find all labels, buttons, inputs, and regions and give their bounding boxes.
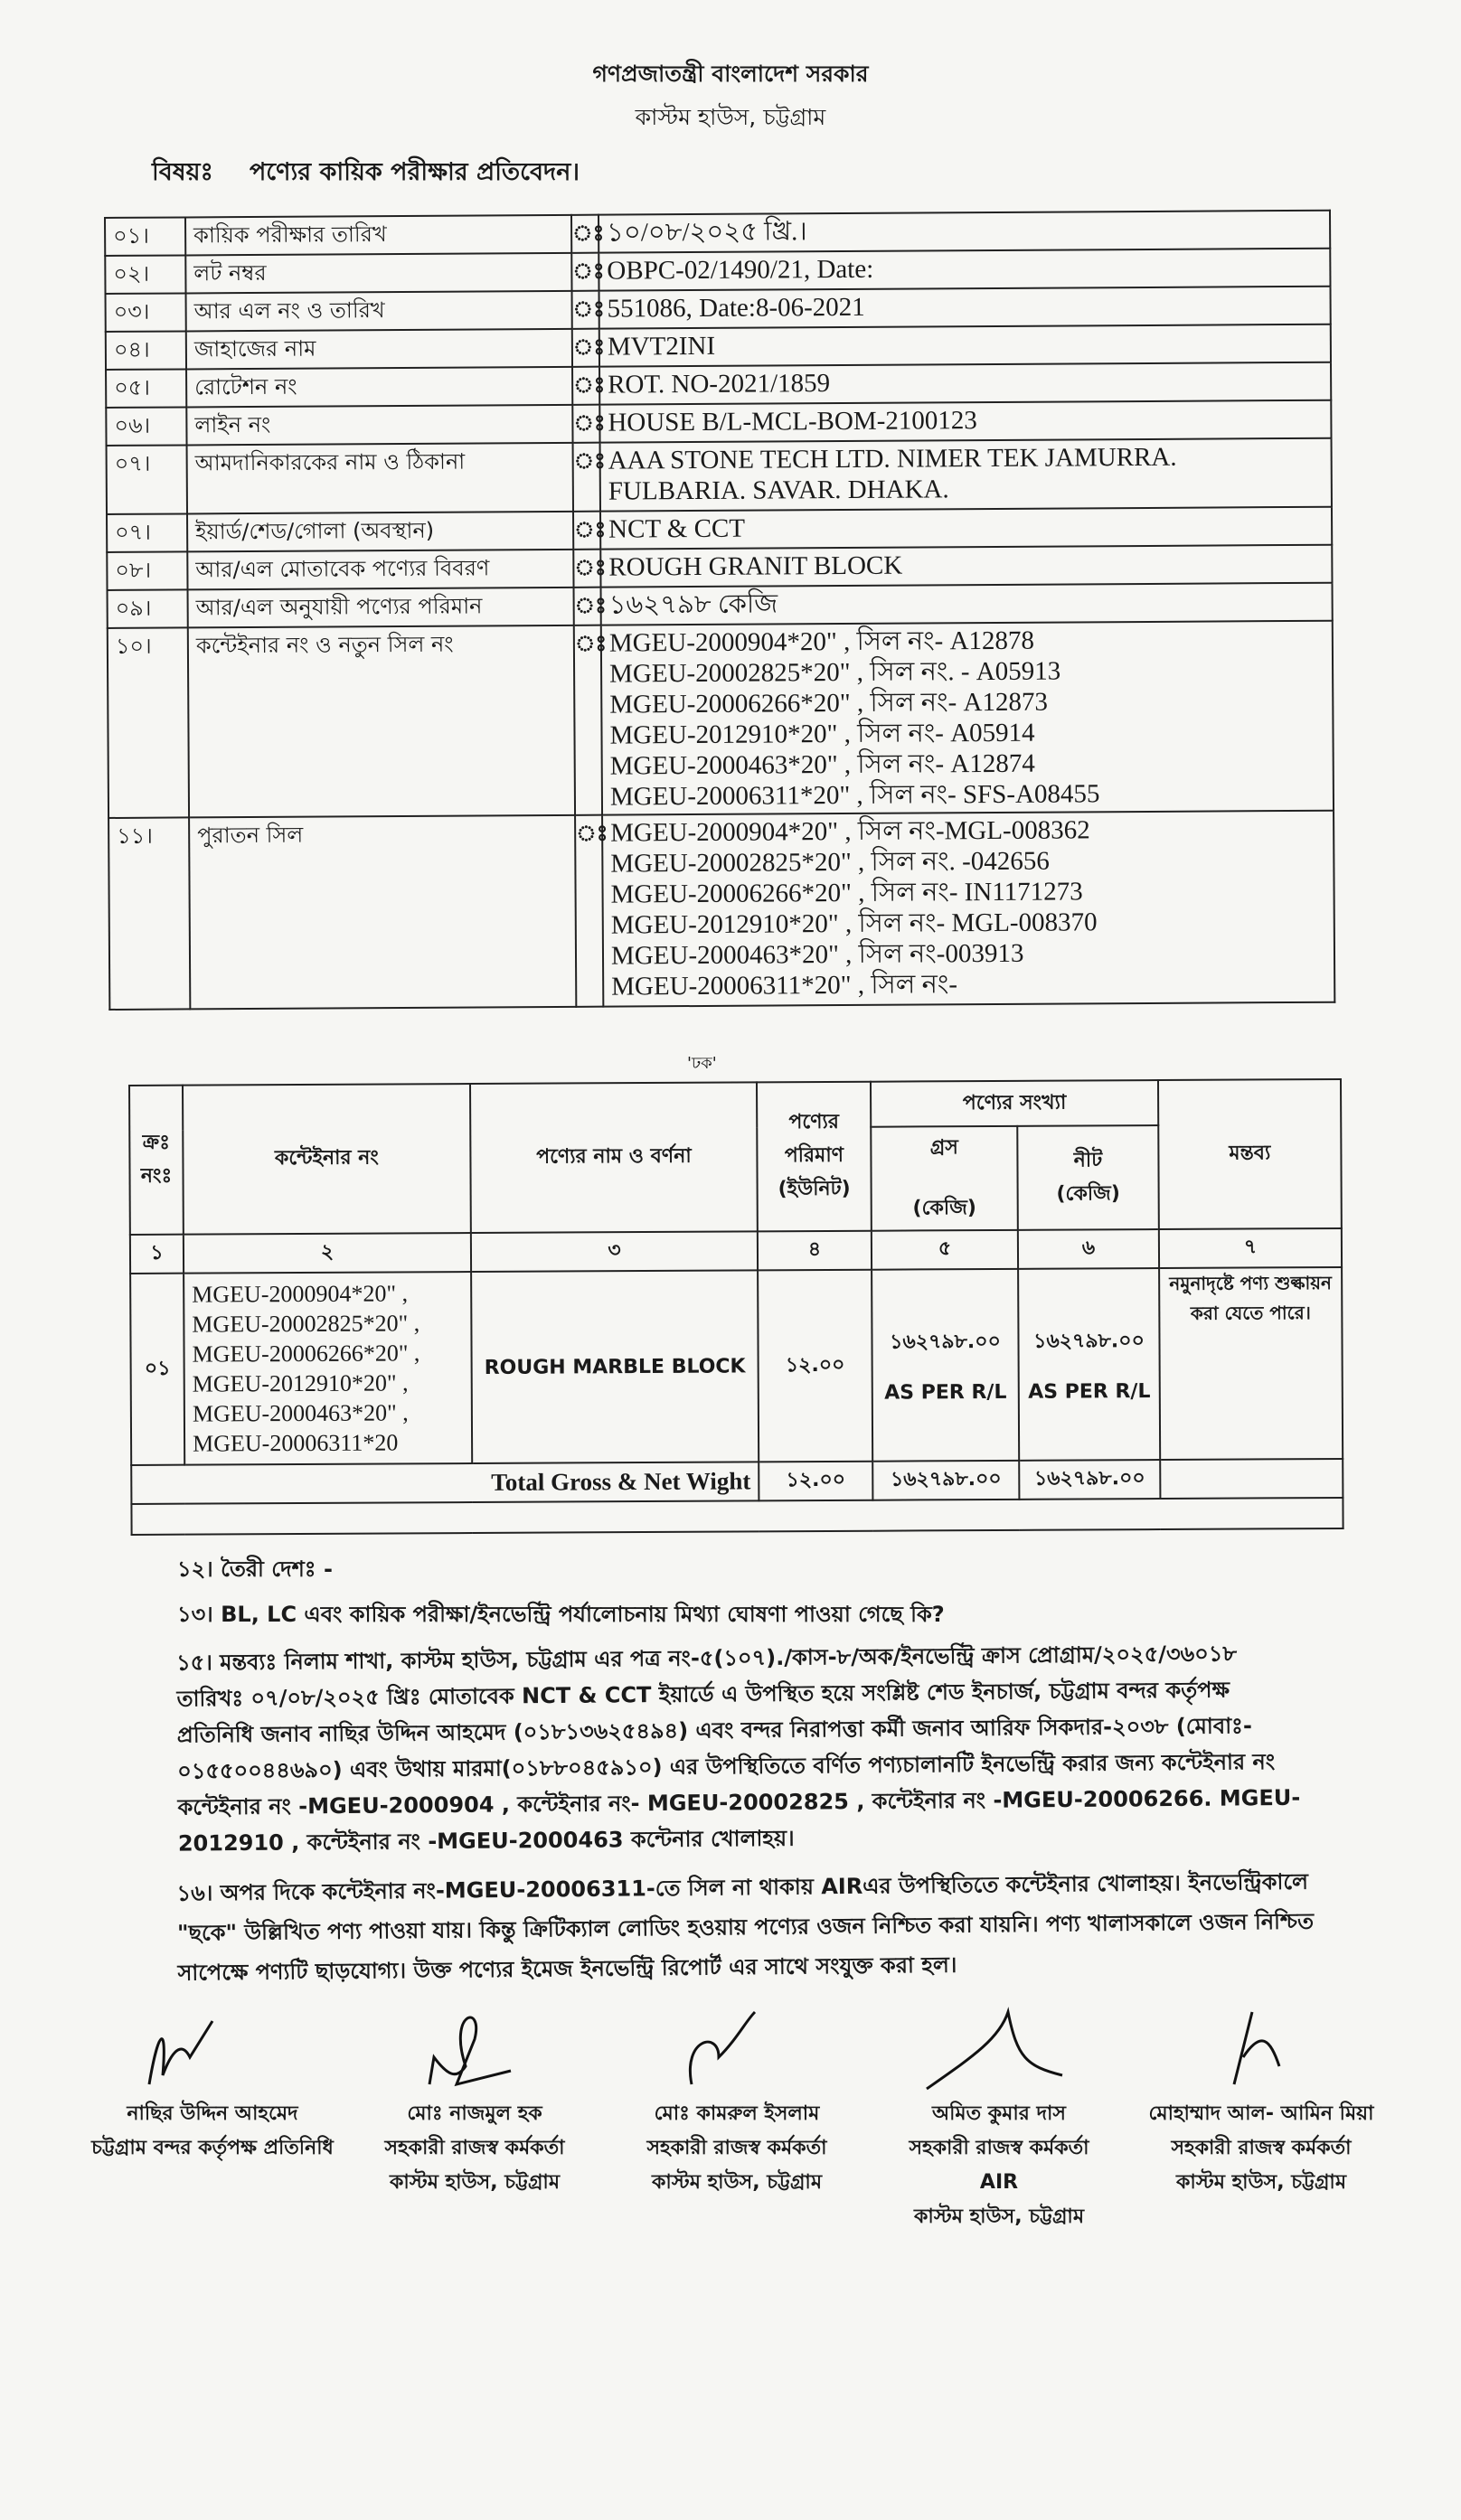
row-goods-name: ROUGH MARBLE BLOCK (471, 1270, 759, 1463)
row-label: আর/এল অনুযায়ী পণ্যের পরিমান (188, 588, 574, 628)
column-number: ২ (184, 1233, 471, 1274)
row-label: আর/এল মোতাবেক পণ্যের বিবরণ (187, 550, 573, 590)
row-number: ০৯। (108, 589, 188, 628)
table-row (130, 1267, 1343, 1465)
row-separator: ঃ (572, 367, 599, 405)
signature-block (81, 2003, 1392, 2234)
column-number: ৭ (1159, 1228, 1342, 1268)
signatory-designation: কাস্টম হাউস, চট্টগ্রাম (389, 2171, 561, 2194)
value-line: MGEU-20002825*20" , সিল নং. - A05913 (609, 656, 1061, 689)
subject-label: বিষয়ঃ (152, 158, 213, 186)
column-number: ১ (130, 1235, 184, 1274)
row-label: লট নম্বর (185, 253, 571, 294)
column-number: ৩ (471, 1231, 758, 1272)
header-goods-name: পণ্যের নাম ও বর্ণনা (470, 1082, 758, 1233)
row-value (599, 400, 1331, 443)
column-number: ৬ (1018, 1229, 1159, 1269)
gross-unit: (কেজি) (912, 1196, 976, 1219)
handwritten-signature (655, 2003, 818, 2093)
value-line: 551086, Date:8-06-2021 (607, 292, 865, 324)
signatory-designation: সহকারী রাজস্ব কর্মকর্তা (1171, 2137, 1352, 2159)
row-containers (184, 1272, 472, 1465)
value-line: NCT & CCT (608, 513, 746, 544)
total-gross: ১৬২৭৯৮.০০ (872, 1461, 1019, 1500)
row-gross (872, 1269, 1019, 1462)
total-row (131, 1459, 1343, 1504)
row-label: কায়িক পরীক্ষার তারিখ (185, 215, 571, 256)
value-line: ১৬২৭৯৮ কেজি (608, 589, 778, 620)
value-line: AAA STONE TECH LTD. NIMER TEK JAMURRA. (608, 442, 1177, 475)
row-serial: ০১ (130, 1274, 184, 1465)
header-net (1017, 1125, 1159, 1230)
value-line: FULBARIA. SAVAR. DHAKA. (608, 475, 949, 506)
container-line: MGEU-20006311*20 (193, 1429, 399, 1457)
container-line: MGEU-20006266*20" , (192, 1340, 420, 1368)
gross-note: AS PER R/L (884, 1380, 1007, 1405)
government-header: গণপ্রজাতন্ত্রী বাংলাদেশ সরকার (592, 61, 869, 87)
row-separator: ঃ (573, 512, 600, 550)
signatory-designation: সহকারী রাজস্ব কর্মকর্তা (909, 2137, 1089, 2159)
value-line: HOUSE B/L-MCL-BOM-2100123 (608, 406, 977, 437)
total-remarks-empty (1160, 1459, 1343, 1499)
total-label: Total Gross & Net Wight (131, 1462, 759, 1504)
row-separator: ঃ (572, 329, 599, 367)
subject-line (152, 154, 616, 194)
container-line: MGEU-20002825*20" , (192, 1310, 420, 1338)
container-line: MGEU-2000463*20" , (192, 1399, 409, 1427)
paragraph-12: ১২। তৈরী দেশঃ - (177, 1556, 333, 1582)
value-line: MGEU-2000904*20" , সিল নং- A12878 (608, 625, 1035, 658)
paragraph-line: কন্টেইনার নং -MGEU-2000904 , কন্টেইনার নং- MGEU-20002825 , কন্টেইনার নং -MGEU-20006266. MGEU- (177, 1784, 1301, 1820)
signatory (81, 2003, 344, 2234)
net-unit: (কেজি) (1056, 1181, 1120, 1206)
value-line: MGEU-20006311*20" , সিল নং- SFS-A08455 (609, 779, 1100, 812)
row-value (601, 621, 1334, 815)
signatory-name: মোঃ নাজমুল হক (407, 2102, 542, 2125)
row-number: ০৭। (107, 513, 187, 552)
value-line: MGEU-20006266*20" , সিল নং- IN1171273 (610, 877, 1083, 909)
row-value (600, 545, 1332, 588)
column-number: ৫ (872, 1230, 1018, 1270)
signatory-designation: সহকারী রাজস্ব কর্মকর্তা (646, 2137, 827, 2159)
row-number: ০৫। (106, 369, 186, 408)
row-number: ০৮। (107, 551, 187, 590)
paragraph-13: ১৩। BL, LC এবং কায়িক পরীক্ষা/ইনভেন্ট্রি পর্যালোচনায় মিথ্যা ঘোষণা পাওয়া গেছে কি? (177, 1602, 945, 1627)
row-label: আর এল নং ও তারিখ (186, 291, 572, 332)
row-value (599, 211, 1330, 253)
row-label: পুরাতন সিল (189, 815, 576, 1010)
row-number: ০৭। (107, 445, 187, 514)
signatory-designation: চট্টগ্রাম বন্দর কর্তৃপক্ষ প্রতিনিধি (91, 2137, 334, 2159)
paragraph-15 (176, 1634, 1344, 1861)
row-value (599, 362, 1331, 405)
subject-text: পণ্যের কায়িক পরীক্ষার প্রতিবেদন। (249, 158, 580, 186)
value-line: MGEU-2012910*20" , সিল নং- A05914 (609, 718, 1035, 750)
signatory-name: নাছির উদ্দিন আহমেদ (127, 2102, 298, 2125)
row-number: ০৬। (106, 407, 186, 446)
row-remarks: নমুনাদৃষ্টে পণ্য শুল্কায়ন করা যেতে পারে। (1159, 1267, 1343, 1460)
paragraph-line: প্রতিনিধি জনাব নাছির উদ্দিন আহমেদ (০১৮১৩৬২৫৪৯৪) এবং বন্দর নিরাপত্তা কর্মী জনাব আরিফ সিকদার-২০৩৮ (মোবাঃ- (176, 1713, 1252, 1748)
signatory-designation: AIR (979, 2171, 1019, 2194)
value-line: OBPC-02/1490/21, Date: (607, 254, 874, 286)
row-label: কন্টেইনার নং ও নতুন সিল নং (188, 625, 575, 818)
header-count: পণ্যের সংখ্যা (871, 1080, 1158, 1127)
gross-value: ১৬২৭৯৮.০০ (890, 1330, 1001, 1354)
signatory (868, 2003, 1130, 2234)
signatory-name: অমিত কুমার দাস (932, 2102, 1066, 2125)
value-line: MGEU-2000904*20" , সিল নং-MGL-008362 (610, 815, 1090, 848)
signatory (1130, 2003, 1392, 2234)
info-row (107, 438, 1332, 514)
net-note: AS PER R/L (1028, 1380, 1151, 1404)
header-gross (871, 1126, 1018, 1231)
value-line: MGEU-2012910*20" , সিল নং- MGL-008370 (610, 907, 1098, 940)
value-line: MGEU-20006311*20" , সিল নং- (611, 970, 958, 1001)
row-label: ইয়ার্ড/শেড/গোলা (অবস্থান) (187, 512, 573, 552)
row-separator: ঃ (574, 625, 602, 815)
row-value (600, 438, 1332, 512)
signatory (606, 2003, 868, 2234)
row-value (600, 507, 1332, 550)
table-caption: 'ঢক' (687, 1054, 717, 1073)
row-value (602, 811, 1334, 1007)
value-line: ১০/০৮/২০২৫ খ্রি.। (607, 217, 807, 248)
paragraph-line: ০১৫৫০০৪৪৬৯০) এবং উথায় মারমা(০১৮৮০৪৫৯১০) এর উপস্থিতিতে বর্ণিত পণ্যচালানটি ইনভেন্ট্রি করার জন্য কন্টেইনার নং (177, 1749, 1276, 1784)
row-number: ০৩। (106, 293, 186, 332)
header-quantity: পণ্যের পরিমাণ (ইউনিট) (757, 1082, 872, 1232)
value-line: MGEU-2000463*20" , সিল নং-003913 (610, 938, 1024, 971)
table-footer-blank (131, 1498, 1343, 1535)
row-number: ০৪। (106, 331, 186, 370)
row-label: লাইন নং (186, 405, 572, 446)
office-header: কাস্টম হাউস, চট্টগ্রাম (635, 104, 826, 130)
net-label: নীট (1073, 1148, 1103, 1172)
row-separator: ঃ (574, 588, 601, 625)
value-line: MGEU-20006266*20" , সিল নং- A12873 (609, 687, 1048, 719)
value-line: MGEU-2000463*20" , সিল নং- A12874 (609, 748, 1035, 781)
value-line: ROT. NO-2021/1859 (608, 369, 831, 400)
signatory-name: মোঃ কামরুল ইসলাম (654, 2102, 820, 2125)
row-number: ০২। (105, 255, 185, 294)
info-row (108, 811, 1334, 1010)
row-separator: ঃ (573, 443, 600, 512)
header-serial: ক্রঃ নংঃ (129, 1086, 184, 1235)
row-number: ১১। (108, 817, 190, 1010)
row-label: আমদানিকারকের নাম ও ঠিকানা (187, 443, 573, 514)
signatory-designation: সহকারী রাজস্ব কর্মকর্তা (384, 2137, 565, 2159)
row-separator: ঃ (572, 291, 599, 329)
value-line: MGEU-20002825*20" , সিল নং. -042656 (610, 846, 1050, 879)
container-line: MGEU-2012910*20" , (192, 1369, 409, 1397)
signatory-name: মোহাম্মাদ আল- আমিন মিয়া (1148, 2102, 1374, 2125)
handwritten-signature (131, 2003, 294, 2093)
info-row (108, 621, 1334, 818)
handwritten-signature (393, 2003, 556, 2093)
paragraph-line: ১৬। অপর দিকে কন্টেইনার নং-MGEU-20006311-তে সিল না থাকায় AIRএর উপস্থিতিতে কন্টেইনার খোলাহয়। ইনভেন্ট্রিকালে (176, 1868, 1309, 1906)
row-quantity: ১২.০০ (758, 1270, 872, 1462)
row-value (601, 583, 1333, 625)
row-separator: ঃ (572, 405, 599, 443)
paragraph-line: 2012910 , কন্টেইনার নং -MGEU-2000463 কন্টেনার খোলাহয়। (177, 1825, 795, 1857)
paragraph-line: সাপেক্ষে পণ্যটি ছাড়যোগ্য। উক্ত পণ্যের ইমেজ ইনভেন্ট্রি রিপোর্ট এর সাথে সংযুক্ত করা হল। (177, 1951, 957, 1986)
total-net: ১৬২৭৯৮.০০ (1019, 1460, 1160, 1500)
row-separator: ঃ (571, 215, 599, 253)
row-value (599, 249, 1330, 291)
row-separator: ঃ (573, 550, 600, 588)
paragraph-line: "ছকে" উল্লিখিত পণ্য পাওয়া যায়। কিন্তু ক্রিটিক্যাল লোডিং হওয়ায় পণ্যের ওজন নিশ্চিত করা যায়নি। পণ্য খালাসকালে ওজন নিশ্চিত (176, 1908, 1315, 1946)
signatory-designation: কাস্টম হাউস, চট্টগ্রাম (913, 2205, 1085, 2228)
row-net (1018, 1268, 1160, 1461)
paragraph-line: তারিখঃ ০৭/০৮/২০২৫ খ্রিঃ মোতাবেক NCT & CCT ইয়ার্ডে এ উপস্থিত হয়ে সংশ্লিষ্ট শেড ইনচার্জ, চট্টগ্রাম বন্দর কর্তৃপক্ষ (176, 1677, 1230, 1712)
row-value (599, 287, 1331, 329)
row-label: রোটেশন নং (186, 367, 572, 408)
total-quantity: ১২.০০ (759, 1462, 872, 1501)
row-number: ১০। (108, 627, 189, 818)
signatory-designation: কাস্টম হাউস, চট্টগ্রাম (1175, 2171, 1347, 2194)
handwritten-signature (1180, 2003, 1343, 2093)
signatory (344, 2003, 606, 2234)
value-line: MVT2INI (607, 331, 716, 362)
header-remarks: মন্তব্য (1158, 1079, 1342, 1229)
net-value: ১৬২৭৯৮.০০ (1033, 1330, 1145, 1353)
handwritten-signature (918, 2003, 1080, 2093)
paragraph-line: ১৫। মন্তব্যঃ নিলাম শাখা, কাস্টম হাউস, চট্টগ্রাম এর পত্র নং-৫(১০৭)./কাস-৮/অক/ইনভেন্ট্রি ক্রাস প্রোগ্রাম/২০২৫/৩৬০১৮ (176, 1641, 1238, 1676)
container-line: MGEU-2000904*20" , (192, 1280, 409, 1308)
row-separator: ঃ (575, 815, 603, 1007)
row-number: ০১। (105, 217, 185, 256)
header-container: কন্টেইনার নং (183, 1084, 471, 1235)
info-table (104, 210, 1335, 1011)
signatory-designation: কাস্টম হাউস, চট্টগ্রাম (651, 2171, 823, 2194)
row-separator: ঃ (571, 253, 599, 291)
gross-label: গ্রস (929, 1135, 958, 1159)
column-number: ৪ (758, 1231, 872, 1271)
paragraph-16 (176, 1861, 1343, 1993)
row-value (599, 324, 1331, 367)
goods-table (128, 1078, 1344, 1536)
value-line: ROUGH GRANIT BLOCK (608, 550, 903, 582)
row-label: জাহাজের নাম (186, 329, 572, 370)
